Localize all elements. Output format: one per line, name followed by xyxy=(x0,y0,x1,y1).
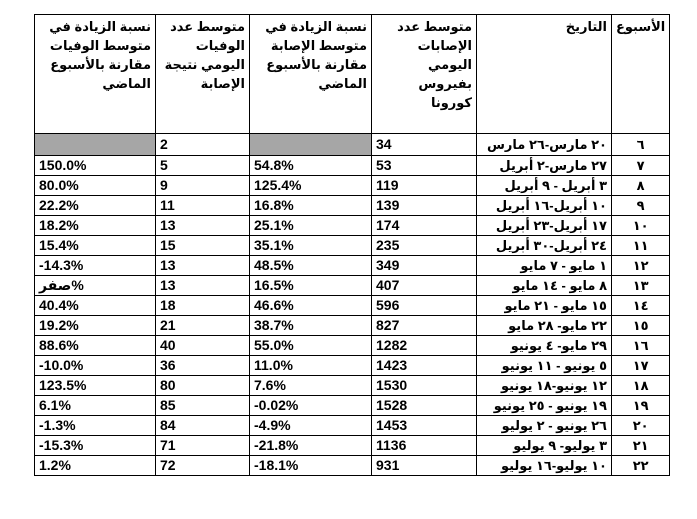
cell-date: ١٠ أبريل-١٦ أبريل xyxy=(477,196,612,216)
cell-week: ١٧ xyxy=(612,356,670,376)
cell-date: ٥ يونيو - ١١ يونيو xyxy=(477,356,612,376)
cell-avg-cases: 1530 xyxy=(372,376,477,396)
cell-date: ٢٠ مارس-٢٦ مارس xyxy=(477,134,612,156)
cell-deaths-increase: -15.3% xyxy=(35,436,156,456)
cell-avg-deaths: 36 xyxy=(156,356,250,376)
cell-avg-cases: 827 xyxy=(372,316,477,336)
cell-avg-deaths: 13 xyxy=(156,216,250,236)
cell-cases-increase: 38.7% xyxy=(250,316,372,336)
cell-avg-deaths: 15 xyxy=(156,236,250,256)
header-cases-increase: نسبة الزيادة في متوسط الإصابة مقارنة بالأسبوع الماضي xyxy=(250,15,372,134)
cell-deaths-increase: 88.6% xyxy=(35,336,156,356)
table-row xyxy=(35,176,670,196)
cell-deaths-increase: 150.0% xyxy=(35,156,156,176)
cell-date: ١٧ أبريل-٢٣ أبريل xyxy=(477,216,612,236)
cell-week: ١٥ xyxy=(612,316,670,336)
cell-date: ٨ مايو - ١٤ مايو xyxy=(477,276,612,296)
cell-deaths-increase: 22.2% xyxy=(35,196,156,216)
cell-avg-cases: 1453 xyxy=(372,416,477,436)
cell-deaths-increase: -14.3% xyxy=(35,256,156,276)
covid-weekly-table xyxy=(34,14,670,476)
cell-date: ٢٢ مايو- ٢٨ مايو xyxy=(477,316,612,336)
table-row xyxy=(35,276,670,296)
table-row xyxy=(35,396,670,416)
cell-avg-deaths: 18 xyxy=(156,296,250,316)
cell-date: ٢٩ مايو- ٤ يونيو xyxy=(477,336,612,356)
table-row xyxy=(35,376,670,396)
cell-date: ٢٤ أبريل-٣٠ أبريل xyxy=(477,236,612,256)
header-avg-cases: متوسط عدد الإصابات اليومي بفيروس كورونا xyxy=(372,15,477,134)
cell-cases-increase xyxy=(250,134,372,156)
cell-cases-increase: 7.6% xyxy=(250,376,372,396)
table-row xyxy=(35,296,670,316)
cell-avg-deaths: 40 xyxy=(156,336,250,356)
cell-avg-deaths: 5 xyxy=(156,156,250,176)
table-row xyxy=(35,336,670,356)
cell-avg-cases: 119 xyxy=(372,176,477,196)
cell-week: ٢٠ xyxy=(612,416,670,436)
table-row xyxy=(35,356,670,376)
cell-avg-deaths: 11 xyxy=(156,196,250,216)
cell-deaths-increase: -10.0% xyxy=(35,356,156,376)
table-row xyxy=(35,156,670,176)
cell-week: ١٨ xyxy=(612,376,670,396)
cell-avg-cases: 1423 xyxy=(372,356,477,376)
cell-date: ١٠ يوليو-١٦ يوليو xyxy=(477,456,612,476)
cell-week: ١٠ xyxy=(612,216,670,236)
cell-cases-increase: -0.02% xyxy=(250,396,372,416)
header-week: الأسبوع xyxy=(612,15,670,134)
cell-cases-increase: 46.6% xyxy=(250,296,372,316)
table-row xyxy=(35,436,670,456)
cell-avg-cases: 1136 xyxy=(372,436,477,456)
cell-cases-increase: -4.9% xyxy=(250,416,372,436)
cell-week: ١٢ xyxy=(612,256,670,276)
cell-cases-increase: 11.0% xyxy=(250,356,372,376)
cell-cases-increase: 25.1% xyxy=(250,216,372,236)
cell-date: ٣ يوليو- ٩ يوليو xyxy=(477,436,612,456)
cell-deaths-increase xyxy=(35,134,156,156)
cell-date: ١٥ مايو - ٢١ مايو xyxy=(477,296,612,316)
cell-cases-increase: 55.0% xyxy=(250,336,372,356)
cell-week: ٦ xyxy=(612,134,670,156)
cell-deaths-increase: 1.2% xyxy=(35,456,156,476)
cell-avg-deaths: 9 xyxy=(156,176,250,196)
cell-avg-deaths: 2 xyxy=(156,134,250,156)
cell-avg-deaths: 21 xyxy=(156,316,250,336)
cell-avg-cases: 931 xyxy=(372,456,477,476)
cell-avg-cases: 1282 xyxy=(372,336,477,356)
cell-cases-increase: 35.1% xyxy=(250,236,372,256)
table-body xyxy=(35,134,670,476)
header-date: التاريخ xyxy=(477,15,612,134)
cell-week: ٩ xyxy=(612,196,670,216)
cell-deaths-increase: 80.0% xyxy=(35,176,156,196)
header-avg-deaths: متوسط عدد الوفيات اليومي نتيجة الإصابة xyxy=(156,15,250,134)
cell-cases-increase: -18.1% xyxy=(250,456,372,476)
table-row xyxy=(35,456,670,476)
cell-date: ١٢ يونيو-١٨ يونيو xyxy=(477,376,612,396)
cell-avg-cases: 139 xyxy=(372,196,477,216)
cell-avg-cases: 34 xyxy=(372,134,477,156)
cell-deaths-increase: 6.1% xyxy=(35,396,156,416)
cell-avg-cases: 349 xyxy=(372,256,477,276)
cell-deaths-increase: -1.3% xyxy=(35,416,156,436)
cell-avg-deaths: 13 xyxy=(156,276,250,296)
cell-deaths-increase: 19.2% xyxy=(35,316,156,336)
cell-cases-increase: 16.5% xyxy=(250,276,372,296)
cell-date: ١ مايو - ٧ مايو xyxy=(477,256,612,276)
table-row xyxy=(35,236,670,256)
cell-cases-increase: 48.5% xyxy=(250,256,372,276)
cell-avg-deaths: 80 xyxy=(156,376,250,396)
table-row xyxy=(35,256,670,276)
table-row xyxy=(35,196,670,216)
cell-avg-cases: 407 xyxy=(372,276,477,296)
cell-avg-deaths: 72 xyxy=(156,456,250,476)
table-row xyxy=(35,416,670,436)
cell-week: ١٦ xyxy=(612,336,670,356)
cell-deaths-increase: 40.4% xyxy=(35,296,156,316)
cell-avg-deaths: 71 xyxy=(156,436,250,456)
header-deaths-increase: نسبة الزيادة في متوسط الوفيات مقارنة بالأسبوع الماضي xyxy=(35,15,156,134)
cell-week: ١١ xyxy=(612,236,670,256)
cell-deaths-increase: 15.4% xyxy=(35,236,156,256)
cell-week: ٧ xyxy=(612,156,670,176)
cell-avg-cases: 596 xyxy=(372,296,477,316)
cell-week: ١٣ xyxy=(612,276,670,296)
cell-date: ٢٦ يونيو - ٢ يوليو xyxy=(477,416,612,436)
cell-week: ٢١ xyxy=(612,436,670,456)
cell-cases-increase: 54.8% xyxy=(250,156,372,176)
cell-avg-deaths: 13 xyxy=(156,256,250,276)
cell-week: ١٩ xyxy=(612,396,670,416)
cell-date: ٣ أبريل - ٩ أبريل xyxy=(477,176,612,196)
table-row xyxy=(35,316,670,336)
cell-cases-increase: 125.4% xyxy=(250,176,372,196)
cell-week: ٨ xyxy=(612,176,670,196)
cell-avg-cases: 174 xyxy=(372,216,477,236)
table-row xyxy=(35,216,670,236)
cell-date: ١٩ يونيو - ٢٥ يونيو xyxy=(477,396,612,416)
cell-date: ٢٧ مارس-٢ أبريل xyxy=(477,156,612,176)
cell-deaths-increase: 18.2% xyxy=(35,216,156,236)
cell-avg-deaths: 85 xyxy=(156,396,250,416)
cell-deaths-increase: 123.5% xyxy=(35,376,156,396)
cell-avg-cases: 235 xyxy=(372,236,477,256)
cell-deaths-increase: صفر% xyxy=(35,276,156,296)
cell-avg-deaths: 84 xyxy=(156,416,250,436)
cell-avg-cases: 1528 xyxy=(372,396,477,416)
cell-week: ٢٢ xyxy=(612,456,670,476)
cell-week: ١٤ xyxy=(612,296,670,316)
cell-avg-cases: 53 xyxy=(372,156,477,176)
covid-weekly-table-container xyxy=(34,14,670,476)
cell-cases-increase: 16.8% xyxy=(250,196,372,216)
header-row xyxy=(35,15,670,134)
table-row xyxy=(35,134,670,156)
cell-cases-increase: -21.8% xyxy=(250,436,372,456)
